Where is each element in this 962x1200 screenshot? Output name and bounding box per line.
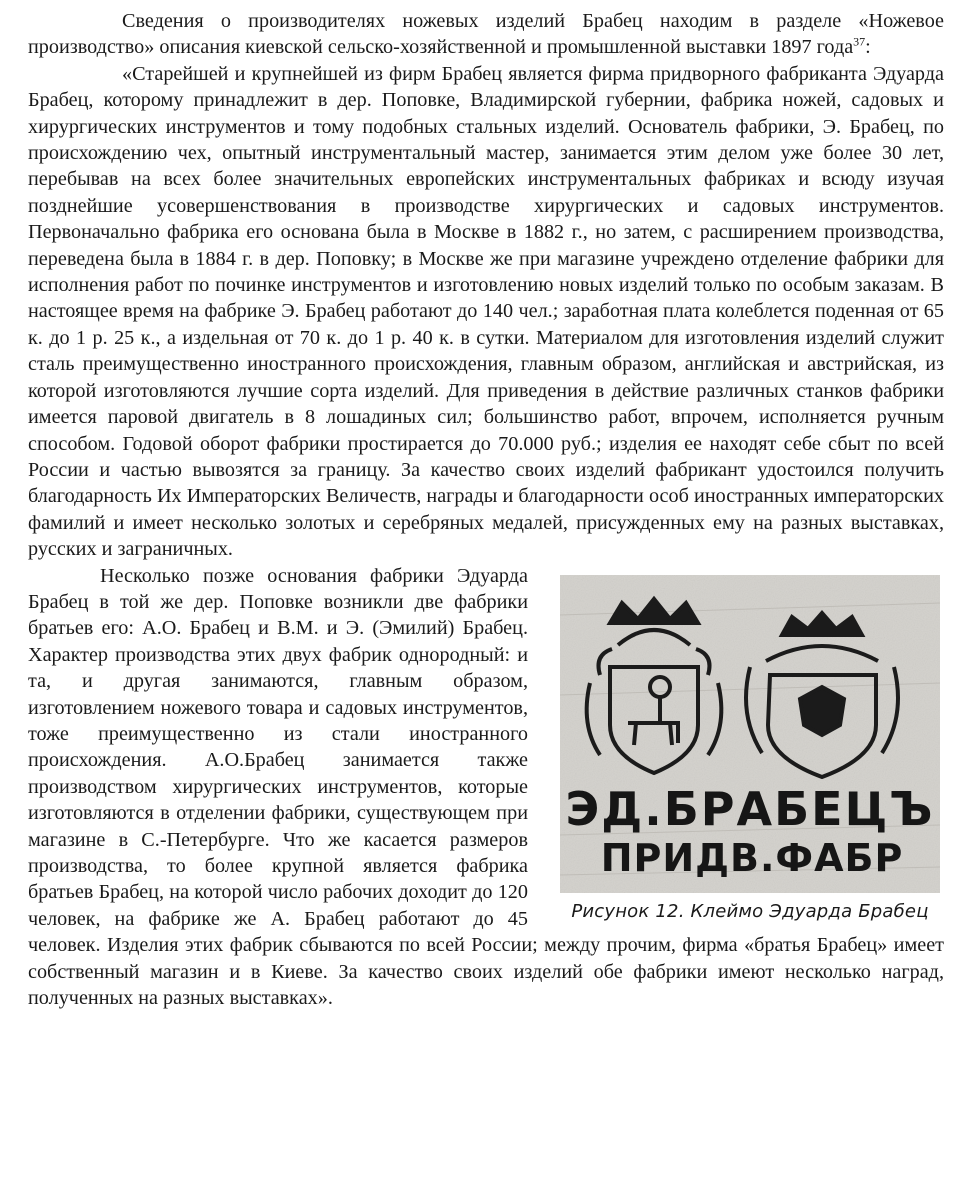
intro-text: Сведения о производителях ножевых изделий Брабец находим в разделе «Ножевое производство» описания киевской сельско-хозяйственной и промышленной выставки 1897 года	[28, 10, 944, 59]
intro-tail: :	[865, 36, 871, 59]
stamp-line-2: ПРИДВ.ФАБР	[600, 835, 904, 880]
figure-caption: Рисунок 12. Клеймо Эдуарда Брабец	[571, 900, 929, 922]
maker-mark-image	[560, 575, 940, 893]
continuation-paragraph: Несколько позже основания фабрики Эдуарда Брабец в той же дер. Поповке возникли две фабрики братьев его: А.О. Брабец и В.М. и Э. (Эмилий) Брабец. Характер производства этих двух фабрик однородный: и та, и другая занимаются, главным образом, изготовлением ножевого товара и садовых инструментов, тоже преимущественно из стали иностранного происхождения. А.О.Брабец занимается также производством хирургических инструментов, которые изготовляются в отделении фабрики, существующем при магазине в С.-Петербурге. Что же касается размеров производства, то более крупной является фабрика братьев Брабец, на которой число рабочих доходит до 120 человек, на фабрике же А. Брабец работают до 45 человек. Изделия этих фабрик сбываются по всей России; между прочим, фирма «братья Брабец» имеет собственный магазин и в Киеве. За качество своих изделий обе фабрики имеют несколько наград, полученных на разных выставках».	[28, 564, 944, 1010]
intro-paragraph	[28, 8, 944, 61]
quote-paragraph: «Старейшей и крупнейшей из фирм Брабец является фирма придворного фабриканта Эдуарда Брабец, которому принадлежит в дер. Поповке, Владимирской губернии, фабрика ножей, садовых и хирургических инструментов и тому подобных стальных изделий. Основатель фабрики, Э. Брабец, по происхождению чех, опытный инструментальный мастер, занимается этим делом уже более 30 лет, перебывав на всех более значительных европейских инструментальных фабриках и всюду изучая позднейшие усовершенствования в производстве хирургических и садовых инструментов. Первоначально фабрика его основана была в Москве в 1882 г., но затем, с расширением производства, переведена была в 1884 г. в дер. Поповку; в Москве же при магазине учреждено отделение фабрики для исполнения работ по починке инструментов и изготовлению новых изделий только по особым заказам. В настоящее время на фабрике Э. Брабец работают до 140 чел.; заработная плата колеблется поденная от 65 к. до 1 р. 25 к., а издельная от 70 к. до 1 р. 40 к. в сутки. Материалом для изготовления изделий служит сталь преимущественно иностранного происхождения, главным образом, английская и австрийская, из которой изготовляются лучшие сорта изделий. Для приведения в действие различных станков фабрики имеется паровой двигатель в 8 лошадиных сил; большинство работ, впрочем, исполняется ручным способом. Годовой оборот фабрики простирается до 70.000 руб.; изделия ее находят себе сбыт по всей России и частью вывозятся за границу. За качество своих изделий фабрикант удостоился получить благодарность Их Императорских Величеств, награды и благодарности особ иностранных императорских фамилий и имеет несколько золотых и серебряных медалей, присужденных ему на разных выставках, русских и заграничных.	[28, 62, 944, 561]
figure-wrap-block	[28, 563, 944, 1012]
stamp-drawing	[560, 575, 940, 893]
figure-12	[556, 575, 944, 922]
document-page	[28, 0, 944, 1011]
footnote-ref[interactable]: 37	[853, 34, 866, 49]
stamp-line-1: ЭД.БРАБЕЦЪ	[565, 781, 935, 836]
